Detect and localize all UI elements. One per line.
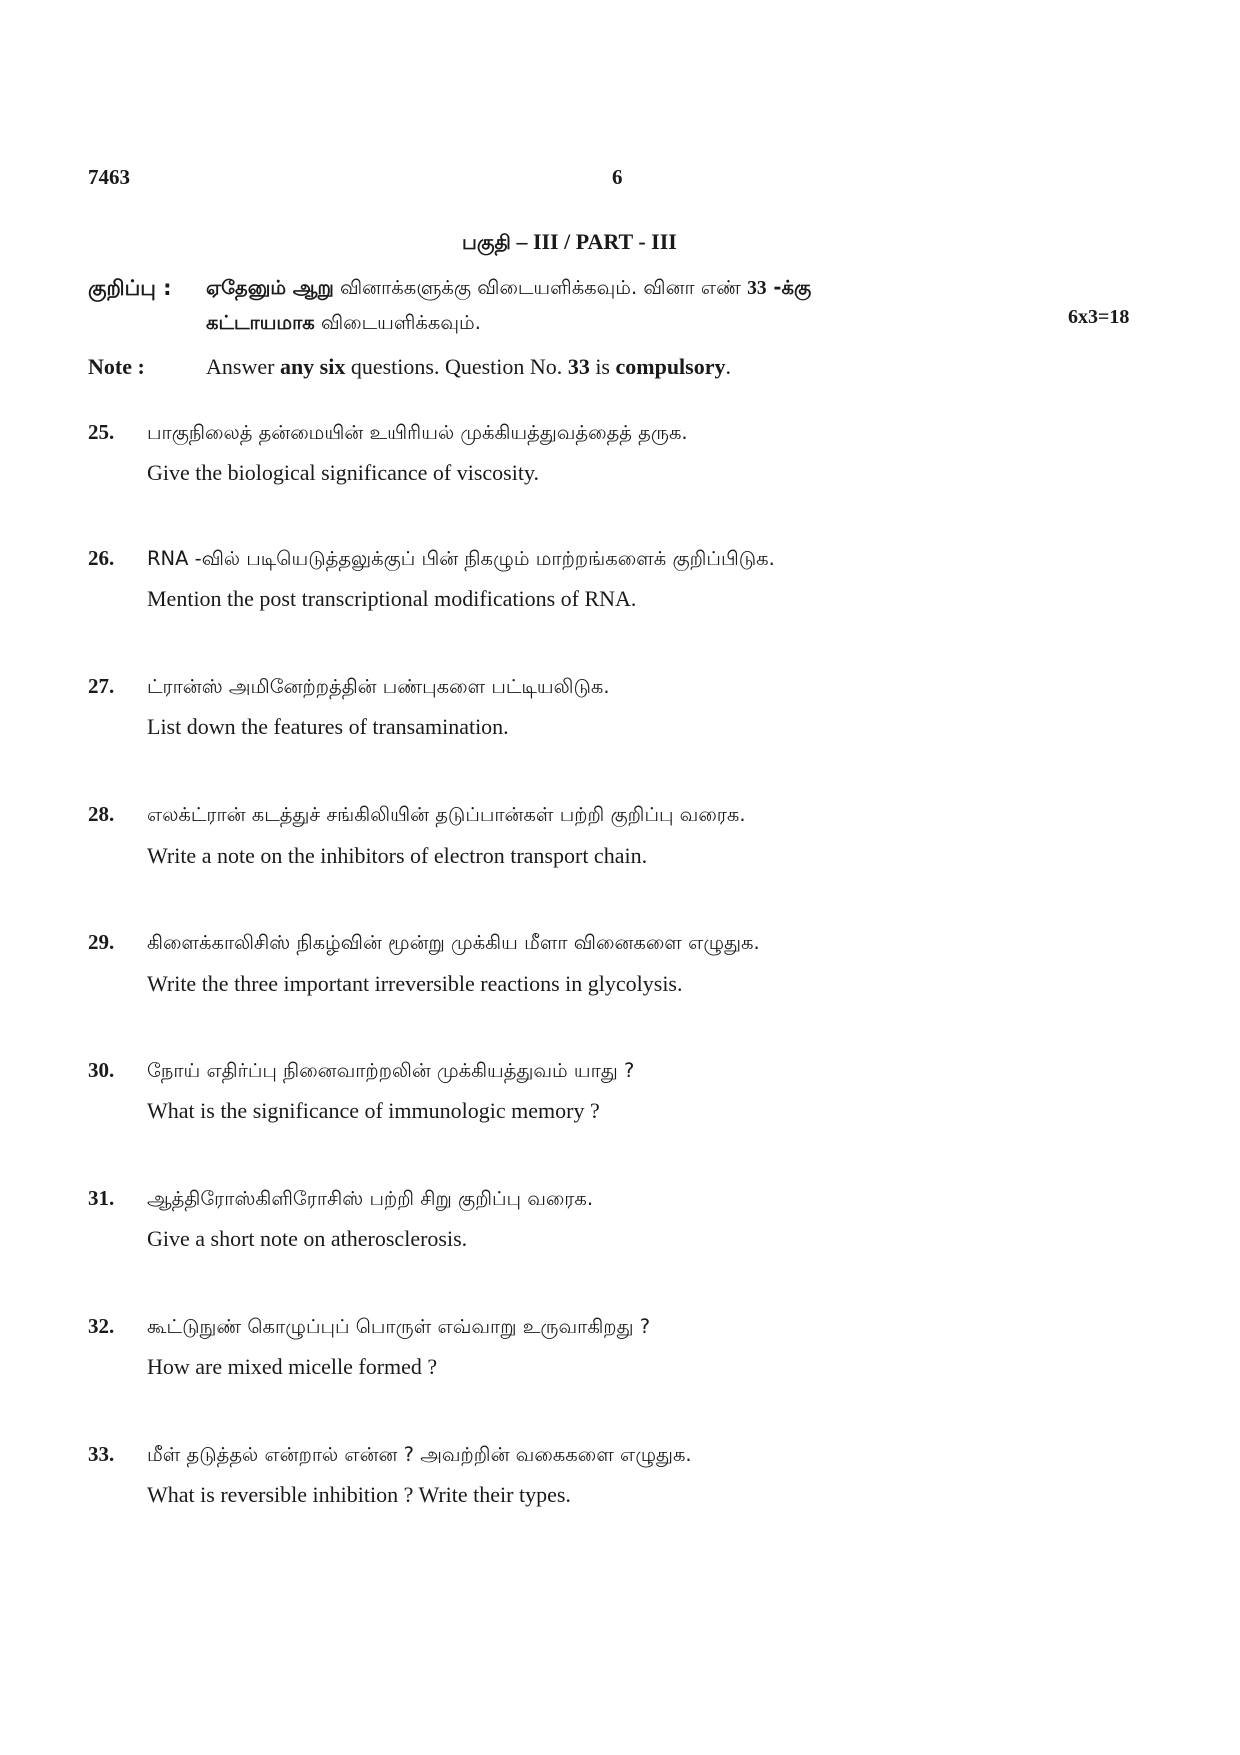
question-english: List down the features of transamination. xyxy=(147,714,509,739)
question-number: 32. xyxy=(88,1314,115,1338)
question-number: 29. xyxy=(88,930,115,954)
question-number: 27. xyxy=(88,674,115,698)
question-number: 28. xyxy=(88,802,115,826)
paper-code: 7463 xyxy=(88,165,130,189)
question-english: What is the significance of immunologic memory ? xyxy=(147,1098,600,1123)
question-number: 26. xyxy=(88,546,115,570)
question-tamil: ஆத்திரோஸ்கிளிரோசிஸ் பற்றி சிறு குறிப்பு வரைக. xyxy=(147,1187,594,1210)
tamil-instruction-bold: ஏதேனும் ஆறு xyxy=(206,276,334,299)
question-tamil: நோய் எதிர்ப்பு நினைவாற்றலின் முக்கியத்துவம் யாது ? xyxy=(147,1059,635,1082)
question-number: 33. xyxy=(88,1442,115,1466)
question-english: Give a short note on atherosclerosis. xyxy=(147,1226,468,1251)
part-title xyxy=(462,229,677,257)
question-tamil: எலக்ட்ரான் கடத்துச் சங்கிலியின் தடுப்பான்கள் பற்றி குறிப்பு வரைக. xyxy=(147,803,746,826)
note-bold-number: 33 xyxy=(567,354,590,379)
question-english: Write a note on the inhibitors of electron transport chain. xyxy=(147,843,648,868)
question-english: Give the biological significance of viscosity. xyxy=(147,460,540,485)
tamil-instruction-text-2: விடையளிக்கவும். xyxy=(314,311,481,334)
question-english: What is reversible inhibition ? Write their types. xyxy=(147,1482,571,1507)
question-number: 25. xyxy=(88,420,115,444)
note-text-part: questions. Question No. xyxy=(345,354,568,379)
question-english: Mention the post transcriptional modifications of RNA. xyxy=(147,586,637,611)
question-tamil: கூட்டுநுண் கொழுப்புப் பொருள் எவ்வாறு உருவாகிறது ? xyxy=(147,1315,651,1338)
note-bold-compulsory: compulsory xyxy=(615,354,726,379)
note-text-part: Answer xyxy=(206,354,280,379)
tamil-instruction-number: 33 xyxy=(747,278,767,299)
tamil-instruction-suffix: -க்கு xyxy=(766,276,812,299)
tamil-note-label: குறிப்பு : xyxy=(88,276,172,300)
english-instruction xyxy=(206,354,731,380)
note-text-part: is xyxy=(589,354,616,379)
tamil-instruction-line-2 xyxy=(206,311,481,337)
note-text-part: . xyxy=(725,354,731,379)
question-english: How are mixed micelle formed ? xyxy=(147,1354,438,1379)
tamil-instruction-text: வினாக்களுக்கு விடையளிக்கவும். வினா எண் xyxy=(333,276,748,299)
question-tamil: மீள் தடுத்தல் என்றால் என்ன ? அவற்றின் வகைகளை எழுதுக. xyxy=(147,1443,692,1466)
tamil-instruction-line-1 xyxy=(206,276,1091,302)
question-number: 31. xyxy=(88,1186,115,1210)
part-title-separator: – xyxy=(510,229,533,254)
part-title-roman: III / PART - III xyxy=(532,229,677,254)
question-number: 30. xyxy=(88,1058,115,1082)
tamil-instruction-compulsory: கட்டாயமாக xyxy=(206,311,315,334)
question-tamil: கிளைக்காலிசிஸ் நிகழ்வின் மூன்று முக்கிய மீளா வினைகளை எழுதுக. xyxy=(147,931,760,954)
question-tamil: ட்ரான்ஸ் அமினேற்றத்தின் பண்புகளை பட்டியலிடுக. xyxy=(147,675,610,698)
question-english: Write the three important irreversible reactions in glycolysis. xyxy=(147,971,683,996)
question-tamil: பாகுநிலைத் தன்மையின் உயிரியல் முக்கியத்துவத்தைத் தருக. xyxy=(147,421,688,444)
question-tamil: RNA -வில் படியெடுத்தலுக்குப் பின் நிகழும் மாற்றங்களைக் குறிப்பிடுக. xyxy=(147,547,775,570)
english-note-label: Note : xyxy=(88,354,145,379)
note-bold-any-six: any six xyxy=(279,354,346,379)
part-title-tamil: பகுதி xyxy=(462,230,511,254)
page-number: 6 xyxy=(612,165,623,189)
marks-allocation: 6x3=18 xyxy=(1068,306,1130,328)
